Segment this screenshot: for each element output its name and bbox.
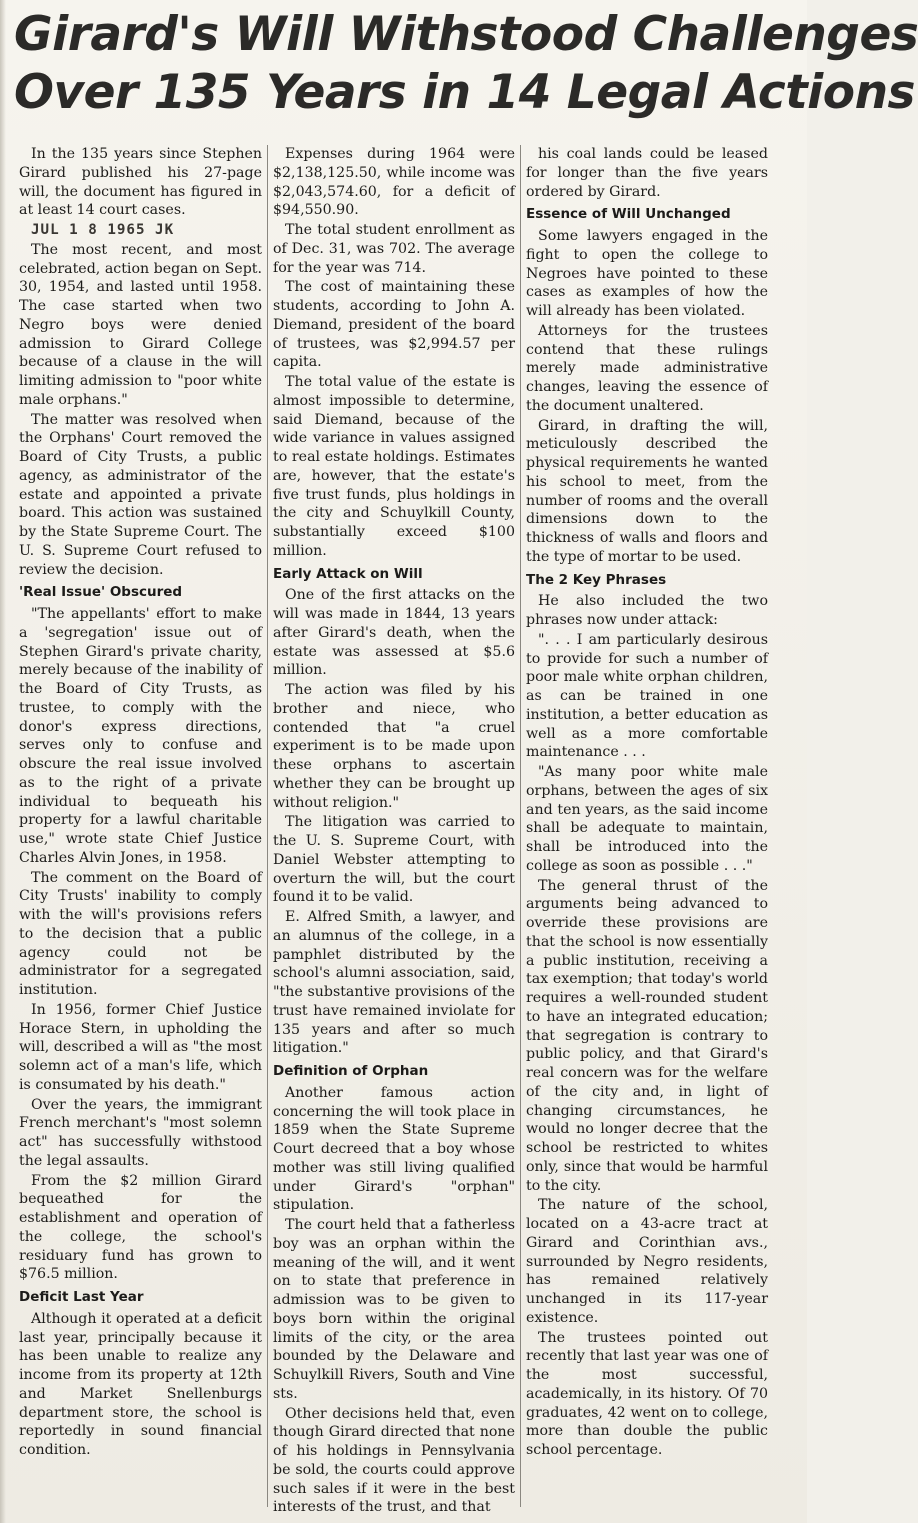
paragraph: Other decisions held that, even though Girard directed that none of his holdings in Pennsylvania be sold, the courts could approve such sales if it were in the best interests of the trust, and that: [273, 1405, 515, 1516]
paragraph: Expenses during 1964 were $2,138,125.50, while income was $2,043,574.60, for a deficit of $94,550.90.: [273, 146, 515, 219]
headline: [14, 6, 918, 122]
section-subhead: 'Real Issue' Obscured: [19, 584, 183, 601]
scan-edge-shadow: [0, 0, 6, 1523]
paragraph: his coal lands could be leased for longer than the five years ordered by Girard.: [526, 146, 768, 200]
paragraph: The action was filed by his brother and niece, who contended that "a cruel experiment is to be made upon these orphans to ascertain whether they can be brought up without religion.": [273, 682, 515, 811]
paragraph: "As many poor white male orphans, between the ages of six and ten years, as the said income shall be adequate to maintain, shall be introduced into the college as soon as possible . . .": [526, 764, 768, 874]
paragraph: E. Alfred Smith, a lawyer, and an alumnus of the college, in a pamphlet distributed by the school's alumni association, said, "the substantive provisions of the trust have remained inviolate for 135 years and after so much litigation.": [273, 909, 515, 1057]
paragraph: Over the years, the immigrant French merchant's "most solemn act" has successfully withstood the legal assaults.: [19, 1096, 262, 1169]
article-column-3: [520, 145, 773, 1507]
paragraph: The nature of the school, located on a 43-acre tract at Girard and Corinthian avs., surrounded by Negro residents, has remained relatively unchanged in its 117-year existence.: [526, 1197, 768, 1326]
article-columns: [14, 145, 794, 1516]
section-subhead: The 2 Key Phrases: [526, 571, 667, 588]
paragraph: The trustees pointed out recently that last year was one of the most successful, academically, in its history. Of 70 graduates, 42 went on to college, more than double the public school percentage.: [526, 1329, 768, 1458]
paragraph: Attorneys for the trustees contend that these rulings merely made administrative changes, leaving the essence of the document unaltered.: [526, 322, 768, 414]
section-subhead: Definition of Orphan: [273, 1063, 429, 1079]
paragraph: One of the first attacks on the will was made in 1844, 13 years after Girard's death, when the estate was assessed at $5.6 million.: [273, 587, 515, 679]
paragraph: "The appellants' effort to make a 'segregation' issue out of Stephen Girard's private charity, merely because of the inability of the Board of City Trusts, as trustee, to comply with the donor's express directions, serves only to confuse and obscure the real issue involved as to the right of a private individual to bequeath his property for a lawful charitable use," wrote state Chief Justice Charles Alvin Jones, in 1958.: [19, 606, 262, 866]
section-subhead: Deficit Last Year: [19, 1289, 144, 1305]
paragraph: He also included the two phrases now under attack:: [526, 593, 768, 628]
paragraph: The matter was resolved when the Orphans' Court removed the Board of City Trusts, a public agency, as administrator of the estate and appointed a private board. This action was sustained by the State Supreme Court. The U. S. Supreme Court refused to review the decision.: [19, 411, 262, 578]
paragraph: In the 135 years since Stephen Girard published his 27-page will, the document has figured in at least 14 court cases.: [19, 146, 262, 219]
section-subhead: Early Attack on Will: [273, 565, 423, 582]
paragraph: From the $2 million Girard bequeathed for the establishment and operation of the college, the school's residuary fund has grown to $76.5 million.: [19, 1172, 262, 1283]
paragraph: ". . . I am particularly desirous to provide for such a number of poor male white orphan children, as can be trained in one institution, a better education as well as a more comfortable maintenance . . .: [526, 631, 768, 761]
paragraph: The court held that a fatherless boy was an orphan within the meaning of the will, and it went on to state that preference in admission was to be given to boys born within the original limits of the city, or the area bounded by the Delaware and Schuylkill Rivers, South and Vine sts.: [273, 1217, 515, 1402]
article-column-2: [267, 145, 520, 1516]
paragraph: The total value of the estate is almost impossible to determine, said Diemand, because of the wide variance in values assigned to real estate holdings. Estimates are, however, that the estate's five trust funds, plus holdings in the city and Schuylkill County, substantially exceed $100 million.: [273, 374, 515, 559]
paragraph: The litigation was carried to the U. S. Supreme Court, with Daniel Webster attempting to overturn the will, but the court found it to be valid.: [273, 814, 515, 906]
paragraph: In 1956, former Chief Justice Horace Stern, in upholding the will, described a will as "the most solemn act of a man's life, which is consumated by his death.": [19, 1001, 262, 1093]
paragraph: The total student enrollment as of Dec. 31, was 702. The average for the year was 714.: [273, 222, 515, 276]
paragraph: The cost of maintaining these students, according to John A. Diemand, president of the board of trustees, was $2,994.57 per capita.: [273, 279, 515, 371]
paragraph: Although it operated at a deficit last year, principally because it has been unable to realize any income from its property at 12th and Market Snellenburgs department store, the school is reportedly in sound financial condition.: [19, 1310, 262, 1458]
article-column-1: [14, 145, 267, 1507]
paragraph: Another famous action concerning the will took place in 1859 when the State Supreme Court decreed that a boy whose mother was still living qualified under Girard's "orphan" stipulation.: [273, 1084, 515, 1214]
paragraph: Some lawyers engaged in the fight to open the college to Negroes have pointed to these cases as examples of how the will already has been violated.: [526, 228, 768, 319]
date-stamp: JUL 1 8 1965 JK: [31, 222, 175, 238]
paragraph: The most recent, and most celebrated, action began on Sept. 30, 1954, and lasted until 1958. The case started when two Negro boys were denied admission to Girard College because of a clause in the will limiting admission to "poor white male orphans.": [19, 241, 262, 408]
paragraph: The general thrust of the arguments being advanced to override these provisions are that the school is now essentially a public institution, receiving a tax exemption; that today's world requires a well-rounded student to have an integrated education; that segregation is contrary to public policy, and that Girard's real concern was for the welfare of the city and, in light of changing circumstances, he would no longer decree that the school be restricted to whites only, since that would be harmful to the city.: [526, 877, 768, 1194]
headline-line-1: Girard's Will Withstood Challenges: [14, 7, 918, 62]
paragraph: Girard, in drafting the will, meticulously described the physical requirements he wanted his school to meet, from the number of rooms and the overall dimensions down to the thickness of walls and floors and the type of mortar to be used.: [526, 417, 768, 565]
headline-line-2: Over 135 Years in 14 Legal Actions: [14, 65, 916, 120]
paragraph: The comment on the Board of City Trusts' inability to comply with the will's provisions refers to the decision that a public agency could not be administrator for a segregated institution.: [19, 869, 262, 998]
section-subhead: Essence of Will Unchanged: [526, 206, 731, 223]
